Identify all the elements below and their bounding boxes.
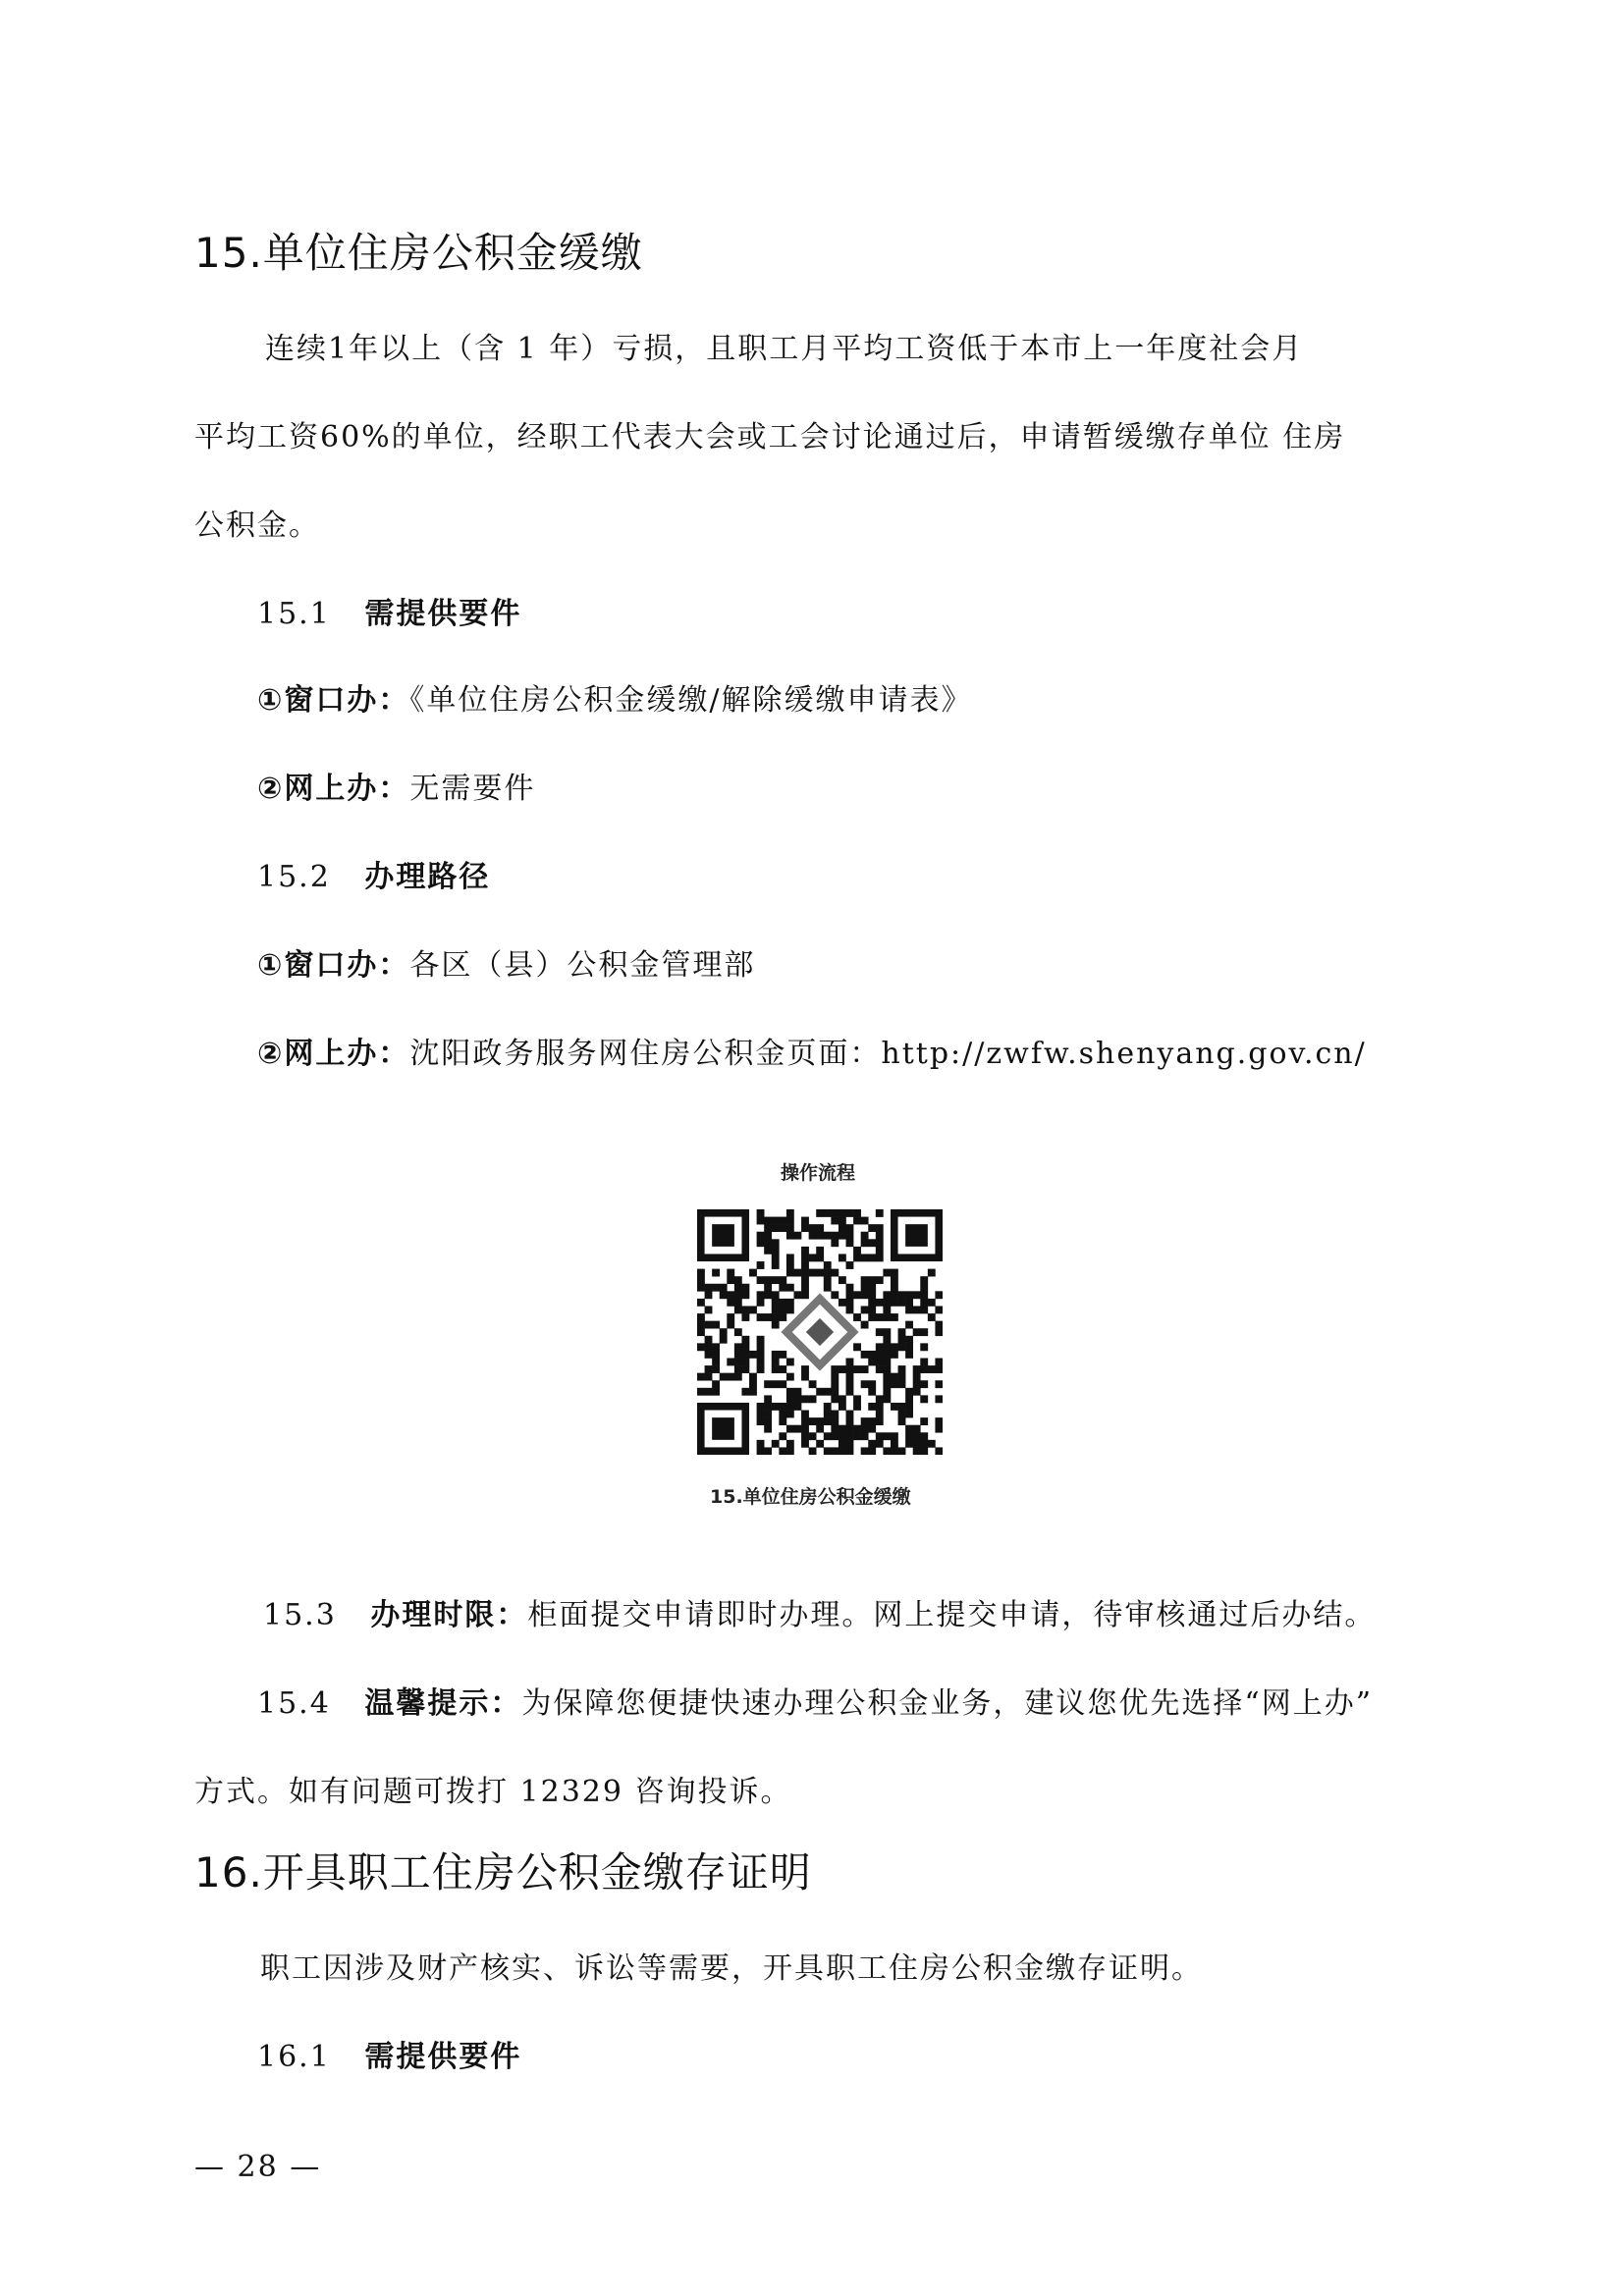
list-item [257, 675, 973, 719]
page-number: — 28 — [194, 2150, 322, 2184]
subsection-number: 15.1 [257, 597, 331, 631]
item-label: ①窗口办： [257, 683, 410, 718]
qr-code-image [697, 1209, 943, 1455]
paragraph-line: 职工因涉及财产核实、诉讼等需要，开具职工住房公积金缴存证明。 [260, 1951, 1203, 1986]
paragraph-line: 公积金。 [194, 508, 320, 543]
item-text: 沈阳政务服务网住房公积金页面：http://zwfw.shenyang.gov.cn/ [409, 1037, 1367, 1071]
paragraph-line: 方式。如有问题可拨打 12329 咨询投诉。 [194, 1775, 792, 1809]
subsection-title: 需提供要件 [364, 597, 522, 631]
item-label: ②网上办： [257, 1037, 410, 1071]
paragraph-line: 平均工资60%的单位，经职工代表大会或工会讨论通过后，申请暂缓缴存单位 住房 [194, 420, 1346, 454]
item-label: ②网上办： [257, 772, 410, 806]
subsection-number: 15.4 [257, 1686, 331, 1721]
paragraph-line: 连续1年以上（含 1 年）亏损，且职工月平均工资低于本市上一年度社会月 [265, 332, 1304, 366]
subsection-text: 柜面提交申请即时办理。网上提交申请，待审核通过后办结。 [527, 1598, 1377, 1632]
item-text: 无需要件 [409, 772, 536, 806]
item-label: ①窗口办： [257, 948, 410, 983]
subsection-16-1 [257, 2032, 521, 2075]
item-text: 各区（县）公积金管理部 [409, 948, 756, 983]
subsection-text: 为保障您便捷快速办理公积金业务，建议您优先选择“网上办” [521, 1686, 1374, 1721]
subsection-title: 办理路径 [364, 860, 491, 894]
list-item [257, 764, 535, 807]
subsection-15-3 [263, 1590, 1376, 1633]
list-item [257, 940, 755, 984]
qr-caption: 15.单位住房公积金缓缴 [710, 1486, 911, 1508]
subsection-number: 16.1 [257, 2040, 331, 2074]
subsection-number: 15.3 [263, 1598, 337, 1632]
subsection-15-1 [257, 589, 521, 632]
subsection-title: 需提供要件 [364, 2040, 522, 2074]
list-item [257, 1029, 1367, 1072]
subsection-number: 15.2 [257, 860, 331, 894]
section-16-title: 16.开具职工住房公积金缴存证明 [194, 1848, 812, 1896]
subsection-15-4 [257, 1679, 1373, 1722]
section-15-title: 15.单位住房公积金缓缴 [194, 229, 643, 277]
subsection-label: 温馨提示： [364, 1686, 522, 1721]
subsection-label: 办理时限： [370, 1598, 528, 1632]
item-text: 《单位住房公积金缓缴/解除缓缴申请表》 [409, 683, 973, 718]
subsection-15-2 [257, 852, 490, 895]
qr-code[interactable] [697, 1209, 943, 1455]
qr-title: 操作流程 [781, 1162, 856, 1184]
